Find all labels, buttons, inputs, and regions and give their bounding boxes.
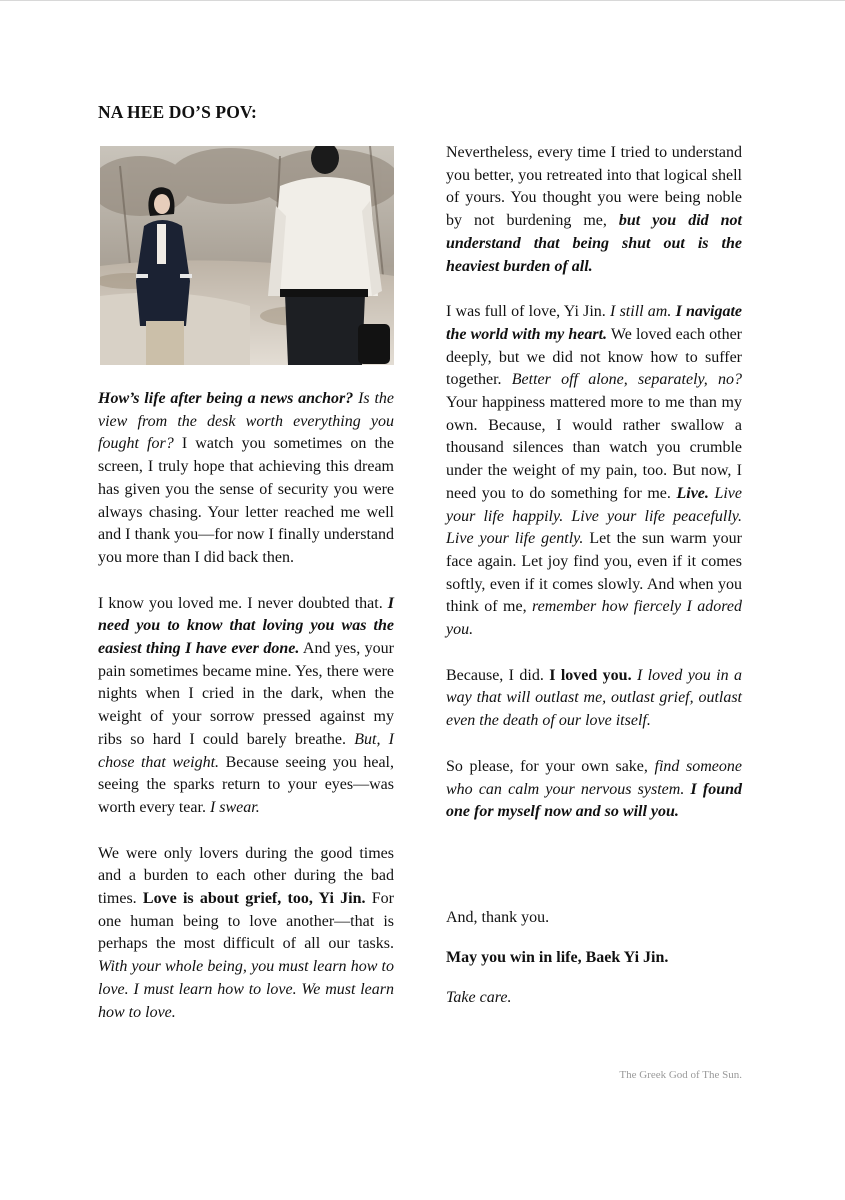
text-run: How’s life after being a news anchor? bbox=[98, 390, 354, 407]
text-run: I swear. bbox=[209, 798, 260, 816]
text-run: We were only lovers during the good times and a burden to each other during the bad times. bbox=[98, 844, 394, 908]
text-run: but you did not understand that being shut out is the heaviest burden of all. bbox=[446, 212, 742, 275]
paragraph bbox=[446, 142, 742, 278]
left-column bbox=[98, 388, 394, 1041]
text-run: I loved you in a way that will outlast me, outlast grief, outlast even the death of our love itself. bbox=[446, 666, 743, 730]
page-title: NA HEE DO’S POV: bbox=[98, 102, 257, 122]
text-run: I loved you. bbox=[549, 666, 632, 684]
paragraph bbox=[98, 593, 394, 820]
text-run: For one human being to love another—that is perhaps the most difficult of all our tasks. bbox=[98, 890, 394, 953]
paragraph bbox=[446, 301, 742, 642]
text-run: I still am. bbox=[610, 303, 676, 321]
text-run: With your whole being, you must learn how to love. I must learn how to love. We must learn how to love. bbox=[98, 958, 394, 1021]
closing-signoff: May you win in life, Baek Yi Jin. bbox=[446, 949, 669, 966]
closing-care: Take care. bbox=[446, 989, 512, 1006]
text-run: find someone who can calm your nervous system. bbox=[446, 757, 743, 798]
text-run: Love is about grief, too, Yi Jin. bbox=[142, 890, 366, 908]
text-run: I found one for myself now and so will you. bbox=[446, 780, 742, 821]
text-run: Let the sun warm your face again. Let joy find you, even if it comes softly, even if it comes slowly. And when you think of me, bbox=[446, 530, 742, 616]
text-run: But, I chose that weight. bbox=[98, 730, 394, 771]
text-run: We loved each other deeply, but we did not know how to suffer together. bbox=[446, 325, 743, 389]
text-run: Live your life happily. Live your life peacefully. Live your life gently. bbox=[446, 484, 743, 548]
paragraph bbox=[446, 665, 742, 733]
paragraph bbox=[98, 843, 394, 1025]
text-run: I need you to know that loving you was the easiest thing I have ever done. bbox=[98, 594, 394, 658]
text-run: Nevertheless, every time I tried to understand you better, you retreated into that logical shell of yours. You thought you were being noble by not burdening me, bbox=[446, 144, 742, 230]
text-run: Is the view from the desk worth everything you fought for? bbox=[98, 390, 394, 453]
text-run: Your happiness mattered more to me than my own. Because, I would rather swallow a thousand silences than watch you crumble under the weight of my pain, too. But now, I need you to do something for me. bbox=[446, 394, 742, 502]
text-run: I navigate the world with my heart. bbox=[446, 303, 743, 343]
credit-footer: The Greek God of The Sun. bbox=[619, 1069, 742, 1081]
text-run: And yes, your pain sometimes became mine. Yes, there were nights when I cried in the dark, when the weight of your sorrow pressed against my ribs so hard I could barely breathe. bbox=[98, 640, 395, 748]
text-run: So please, for your own sake, bbox=[446, 757, 655, 775]
closing-thanks: And, thank you. bbox=[446, 909, 550, 926]
scene-photo bbox=[100, 146, 394, 365]
paragraph bbox=[446, 756, 742, 824]
text-run: Live. bbox=[676, 484, 709, 502]
text-run: Better off alone, separately, no? bbox=[511, 371, 743, 389]
right-column bbox=[446, 142, 742, 841]
text-run: I watch you sometimes on the screen, I truly hope that achieving this dream has given you the sense of security you were always chasing. Your letter reached me well and I thank you—for now I finally understand you more than I did back then. bbox=[98, 435, 395, 566]
text-run: remember how fiercely I adored you. bbox=[446, 598, 742, 639]
text-run: I was full of love, Yi Jin. bbox=[446, 303, 611, 321]
text-run: I know you loved me. I never doubted that. bbox=[98, 594, 388, 612]
paragraph bbox=[98, 388, 394, 570]
text-run: Because, I did. bbox=[446, 666, 550, 684]
text-run: Because seeing you heal, seeing the sparks return to your eyes—was worth every tear. bbox=[98, 753, 394, 816]
